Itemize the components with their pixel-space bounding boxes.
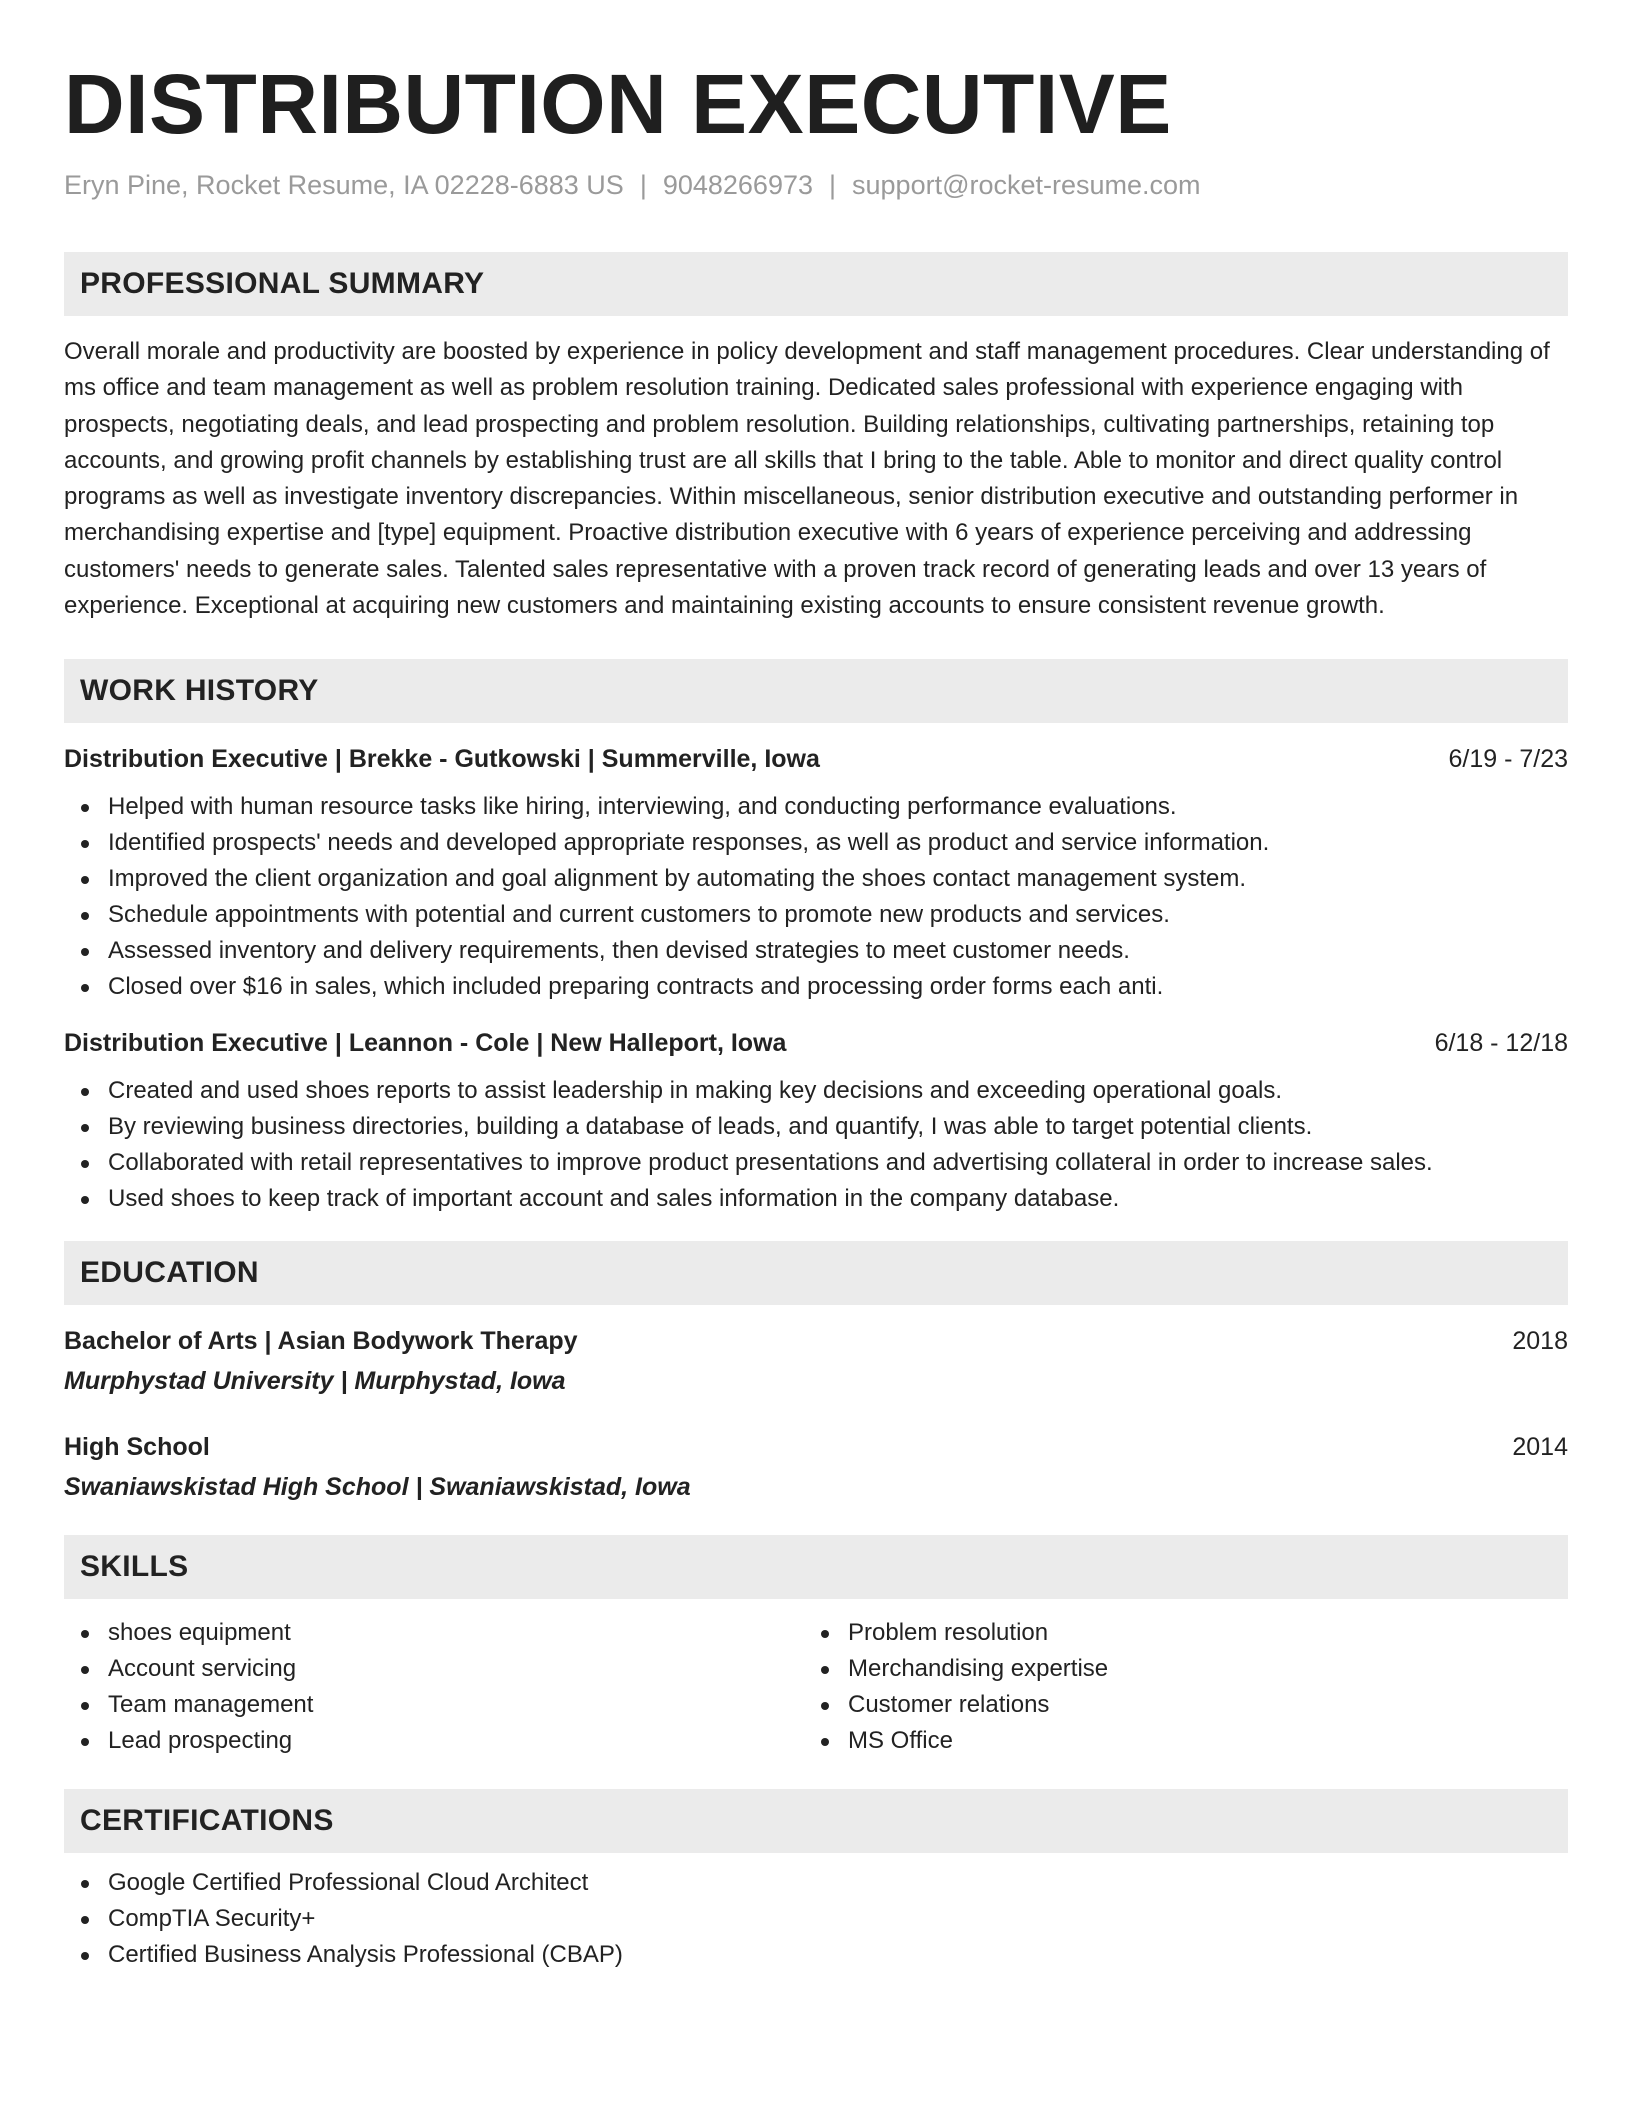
job-bullet: Improved the client organization and goal alignment by automating the shoes contact management system. bbox=[64, 861, 1568, 897]
education-year: 2014 bbox=[1512, 1433, 1568, 1462]
section-header-education: EDUCATION bbox=[64, 1241, 1568, 1305]
skill-item: Merchandising expertise bbox=[804, 1651, 1544, 1687]
skill-item: MS Office bbox=[804, 1723, 1544, 1759]
contact-phone: 9048266973 bbox=[662, 170, 813, 200]
education-entry bbox=[64, 1429, 1568, 1505]
job-bullet: Closed over $16 in sales, which included preparing contracts and processing order forms each anti. bbox=[64, 969, 1568, 1005]
contact-address: Eryn Pine, Rocket Resume, IA 02228-6883 US bbox=[64, 170, 624, 200]
job-bullet: Helped with human resource tasks like hiring, interviewing, and conducting performance evaluations. bbox=[64, 789, 1568, 825]
job-bullets bbox=[64, 789, 1568, 1005]
contact-email: support@rocket-resume.com bbox=[852, 170, 1201, 200]
education-entry bbox=[64, 1323, 1568, 1399]
section-header-work-history: WORK HISTORY bbox=[64, 659, 1568, 723]
job-bullet: By reviewing business directories, building a database of leads, and quantify, I was able to target potential clients. bbox=[64, 1109, 1568, 1145]
education-degree: High School bbox=[64, 1433, 210, 1462]
job-entry bbox=[64, 1025, 1568, 1217]
certification-item: Google Certified Professional Cloud Architect bbox=[64, 1865, 1568, 1901]
job-heading-row bbox=[64, 741, 1568, 777]
education-heading-row bbox=[64, 1323, 1568, 1359]
skill-item: Account servicing bbox=[64, 1651, 804, 1687]
education-year: 2018 bbox=[1512, 1327, 1568, 1356]
certification-item: Certified Business Analysis Professional (CBAP) bbox=[64, 1937, 1568, 1973]
job-heading: Distribution Executive | Leannon - Cole | New Halleport, Iowa bbox=[64, 1029, 787, 1058]
job-bullet: Schedule appointments with potential and current customers to promote new products and services. bbox=[64, 897, 1568, 933]
job-heading: Distribution Executive | Brekke - Gutkowski | Summerville, Iowa bbox=[64, 745, 820, 774]
job-bullet: Identified prospects' needs and developed appropriate responses, as well as product and service information. bbox=[64, 825, 1568, 861]
skills-column-right bbox=[804, 1615, 1544, 1759]
job-bullet: Created and used shoes reports to assist leadership in making key decisions and exceeding operational goals. bbox=[64, 1073, 1568, 1109]
skills-column-left bbox=[64, 1615, 804, 1759]
job-bullet: Used shoes to keep track of important account and sales information in the company database. bbox=[64, 1181, 1568, 1217]
skill-item: Lead prospecting bbox=[64, 1723, 804, 1759]
job-bullets bbox=[64, 1073, 1568, 1217]
job-bullet: Assessed inventory and delivery requirements, then devised strategies to meet customer needs. bbox=[64, 933, 1568, 969]
resume-title: DISTRIBUTION EXECUTIVE bbox=[64, 57, 1172, 151]
skills-grid bbox=[64, 1615, 1568, 1759]
certifications-list bbox=[64, 1865, 1568, 1973]
job-entry bbox=[64, 741, 1568, 1005]
skill-item: shoes equipment bbox=[64, 1615, 804, 1651]
contact-separator: | bbox=[829, 170, 837, 200]
certification-item: CompTIA Security+ bbox=[64, 1901, 1568, 1937]
education-degree: Bachelor of Arts | Asian Bodywork Therapy bbox=[64, 1327, 578, 1356]
job-bullet: Collaborated with retail representatives to improve product presentations and advertising collateral in order to increase sales. bbox=[64, 1145, 1568, 1181]
education-school: Swaniawskistad High School | Swaniawskistad, Iowa bbox=[64, 1473, 691, 1502]
section-header-summary: PROFESSIONAL SUMMARY bbox=[64, 252, 1568, 316]
skill-item: Customer relations bbox=[804, 1687, 1544, 1723]
section-header-skills: SKILLS bbox=[64, 1535, 1568, 1599]
job-dates: 6/19 - 7/23 bbox=[1448, 745, 1568, 774]
contact-line bbox=[64, 168, 1568, 202]
skill-item: Team management bbox=[64, 1687, 804, 1723]
section-header-certifications: CERTIFICATIONS bbox=[64, 1789, 1568, 1853]
summary-text: Overall morale and productivity are boosted by experience in policy development and staff management procedures. Clear understanding of ms office and team management as well as problem resolution training. Dedicated sales professional with experience engaging with prospects, negotiating deals, and lead prospecting and problem resolution. Building relationships, cultivating partnerships, retaining top accounts, and growing profit channels by establishing trust are all skills that I bring to the table. Able to monitor and direct quality control programs as well as investigate inventory discrepancies. Within miscellaneous, senior distribution executive and outstanding performer in merchandising expertise and [type] equipment. Proactive distribution executive with 6 years of experience perceiving and addressing customers' needs to generate sales. Talented sales representative with a proven track record of generating leads and over 13 years of experience. Exceptional at acquiring new customers and maintaining existing accounts to ensure consistent revenue growth. bbox=[64, 338, 1550, 620]
skill-item: Problem resolution bbox=[804, 1615, 1544, 1651]
education-heading-row bbox=[64, 1429, 1568, 1465]
contact-separator: | bbox=[639, 170, 647, 200]
job-heading-row bbox=[64, 1025, 1568, 1061]
job-dates: 6/18 - 12/18 bbox=[1434, 1029, 1568, 1058]
education-school: Murphystad University | Murphystad, Iowa bbox=[64, 1367, 566, 1396]
